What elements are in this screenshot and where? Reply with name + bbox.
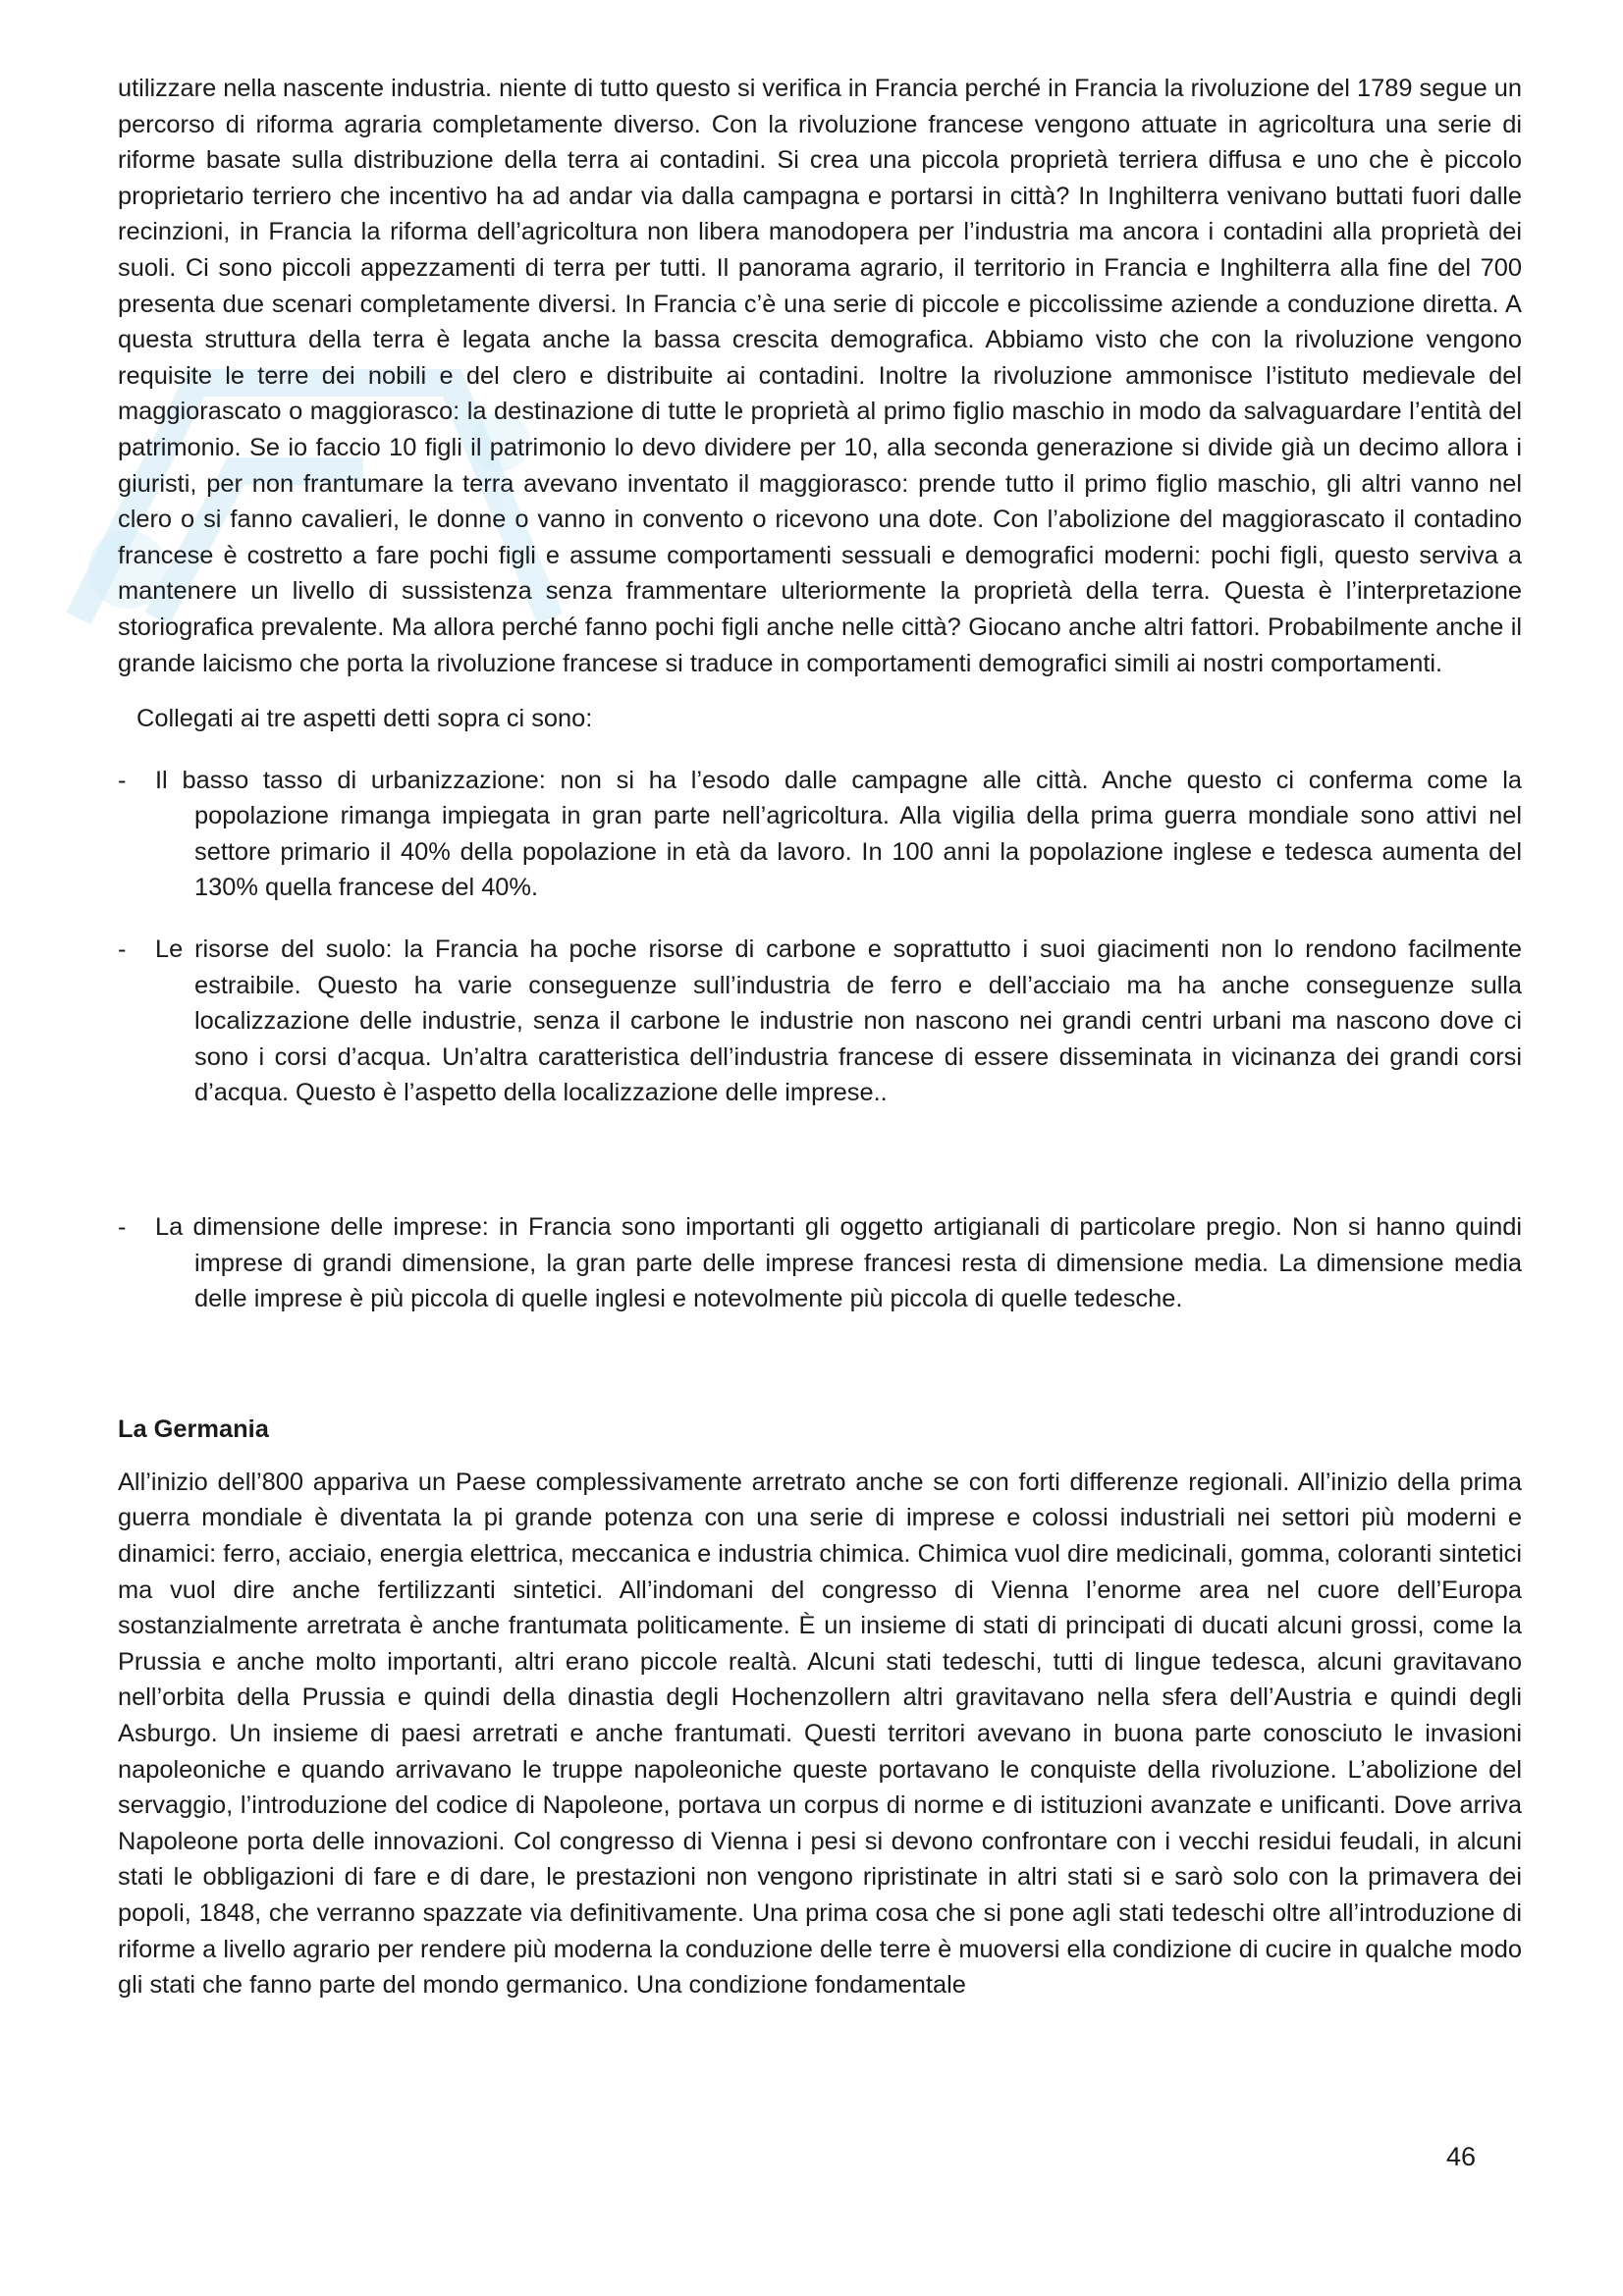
bullet-text-risorse: Le risorse del suolo: la Francia ha poche risorse di carbone e soprattutto i suoi giacimenti non lo rendono facilmente estraibile. Questo ha varie conseguenze sull’industria de ferro e dell’acciaio ma ha anche conseguenze sulla localizzazione delle industrie, senza il carbone le industrie non nascono nei grandi centri urbani ma nascono dove ci sono i corsi d’acqua. Un’altra caratteristica dell’industria francese di essere disseminata in vicinanza dei grandi corsi d’acqua. Questo è l’aspetto della localizzazione delle imprese..	[155, 935, 1522, 1107]
page-number: 46	[1446, 2142, 1477, 2171]
bullet-marker: -	[118, 766, 127, 794]
bullet-marker: -	[118, 935, 127, 964]
list-item	[118, 932, 1522, 1111]
document-page	[118, 71, 1522, 2003]
list-item	[118, 1209, 1522, 1317]
section-heading: La Germania	[118, 1415, 269, 1443]
germania-paragraph: All’inizio dell’800 appariva un Paese complessivamente arretrato anche se con forti differenze regionali. All’inizio della prima guerra mondiale è diventata la pi grande potenza con una serie di imprese e colossi industriali nei settori più moderni e dinamici: ferro, acciaio, energia elettrica, meccanica e industria chimica. Chimica vuol dire medicinali, gomma, coloranti sintetici ma vuol dire anche fertilizzanti sintetici. All’indomani del congresso di Vienna l’enorme area nel cuore dell’Europa sostanzialmente arretrata è anche frantumata politicamente. È un insieme di stati di principati di ducati alcuni grossi, come la Prussia e anche molto importanti, altri erano piccole realtà. Alcuni stati tedeschi, tutti di lingue tedesca, alcuni gravitavano nell’orbita della Prussia e quindi della dinastia degli Hochenzollern altri gravitavano nella sfera dell’Austria e quindi degli Asburgo. Un insieme di paesi arretrati e anche frantumati. Questi territori avevano in buona parte conosciuto le invasioni napoleoniche e quando arrivavano le truppe napoleoniche queste portavano le conquiste della rivoluzione. L’abolizione del servaggio, l’introduzione del codice di Napoleone, portava un corpus di norme e di istituzioni avanzate e unificanti. Dove arriva Napoleone porta delle innovazioni. Col congresso di Vienna i pesi si devono confrontare con i vecchi residui feudali, in alcuni stati le obbligazioni di fare e di dare, le prestazioni non vengono ripristinate in altri stati si e sarò solo con la primavera dei popoli, 1848, che verranno spazzate via definitivamente. Una prima cosa che si pone agli stati tedeschi oltre all’introduzione di riforme a livello agrario per rendere più moderna la conduzione delle terre è muoversi ella condizione di cucire in qualche modo gli stati che fanno parte del mondo germanico. Una condizione fondamentale	[118, 1468, 1522, 2000]
list-item	[118, 763, 1522, 906]
bullet-list	[118, 763, 1522, 1317]
bullet-marker: -	[118, 1213, 127, 1242]
intro-paragraph: utilizzare nella nascente industria. niente di tutto questo si verifica in Francia perché in Francia la rivoluzione del 1789 segue un percorso di riforma agraria completamente diverso. Con la rivoluzione francese vengono attuate in agricoltura una serie di riforme basate sulla distribuzione della terra ai contadini. Si crea una piccola proprietà terriera diffusa e uno che è piccolo proprietario terriero che incentivo ha ad andar via dalla campagna e portarsi in città? In Inghilterra venivano buttati fuori dalle recinzioni, in Francia la riforma dell’agricoltura non libera manodopera per l’industria ma ancora i contadini alla proprietà dei suoli. Ci sono piccoli appezzamenti di terra per tutti. Il panorama agrario, il territorio in Francia e Inghilterra alla fine del 700 presenta due scenari completamente diversi. In Francia c’è una serie di piccole e piccolissime aziende a conduzione diretta. A questa struttura della terra è legata anche la bassa crescita demografica. Abbiamo visto che con la rivoluzione vengono requisite le terre dei nobili e del clero e distribuite ai contadini. Inoltre la rivoluzione ammonisce l’istituto medievale del maggiorascato o maggiorasco: la destinazione di tutte le proprietà al primo figlio maschio in modo da salvaguardare l’entità del patrimonio. Se io faccio 10 figli il patrimonio lo devo dividere per 10, alla seconda generazione si divide già un decimo allora i giuristi, per non frantumare la terra avevano inventato il maggiorasco: prende tutto il primo figlio maschio, gli altri vanno nel clero o si fanno cavalieri, le donne o vanno in convento o ricevono una dote. Con l’abolizione del maggiorascato il contadino francese è costretto a fare pochi figli e assume comportamenti sessuali e demografici moderni: pochi figli, questo serviva a mantenere un livello di sussistenza senza frammentare ulteriormente la proprietà della terra. Questa è l’interpretazione storiografica prevalente. Ma allora perché fanno pochi figli anche nelle città? Giocano anche altri fattori. Probabilmente anche il grande laicismo che porta la rivoluzione francese si traduce in comportamenti demografici simili ai nostri comportamenti.	[118, 75, 1522, 677]
bullet-text-dimensione: La dimensione delle imprese: in Francia sono importanti gli oggetto artigianali di particolare pregio. Non si hanno quindi imprese di grandi dimensione, la gran parte delle imprese francesi resta di dimensione media. La dimensione media delle imprese è più piccola di quelle inglesi e notevolmente più piccola di quelle tedesche.	[155, 1213, 1522, 1313]
collegati-intro: Collegati ai tre aspetti detti sopra ci sono:	[136, 705, 593, 733]
bullet-text-urbanizzazione: Il basso tasso di urbanizzazione: non si ha l’esodo dalle campagne alle città. Anche questo ci conferma come la popolazione rimanga impiegata in gran parte nell’agricoltura. Alla vigilia della prima guerra mondiale sono attivi nel settore primario il 40% della popolazione in età da lavoro. In 100 anni la popolazione inglese e tedesca aumenta del 130% quella francese del 40%.	[155, 766, 1522, 902]
